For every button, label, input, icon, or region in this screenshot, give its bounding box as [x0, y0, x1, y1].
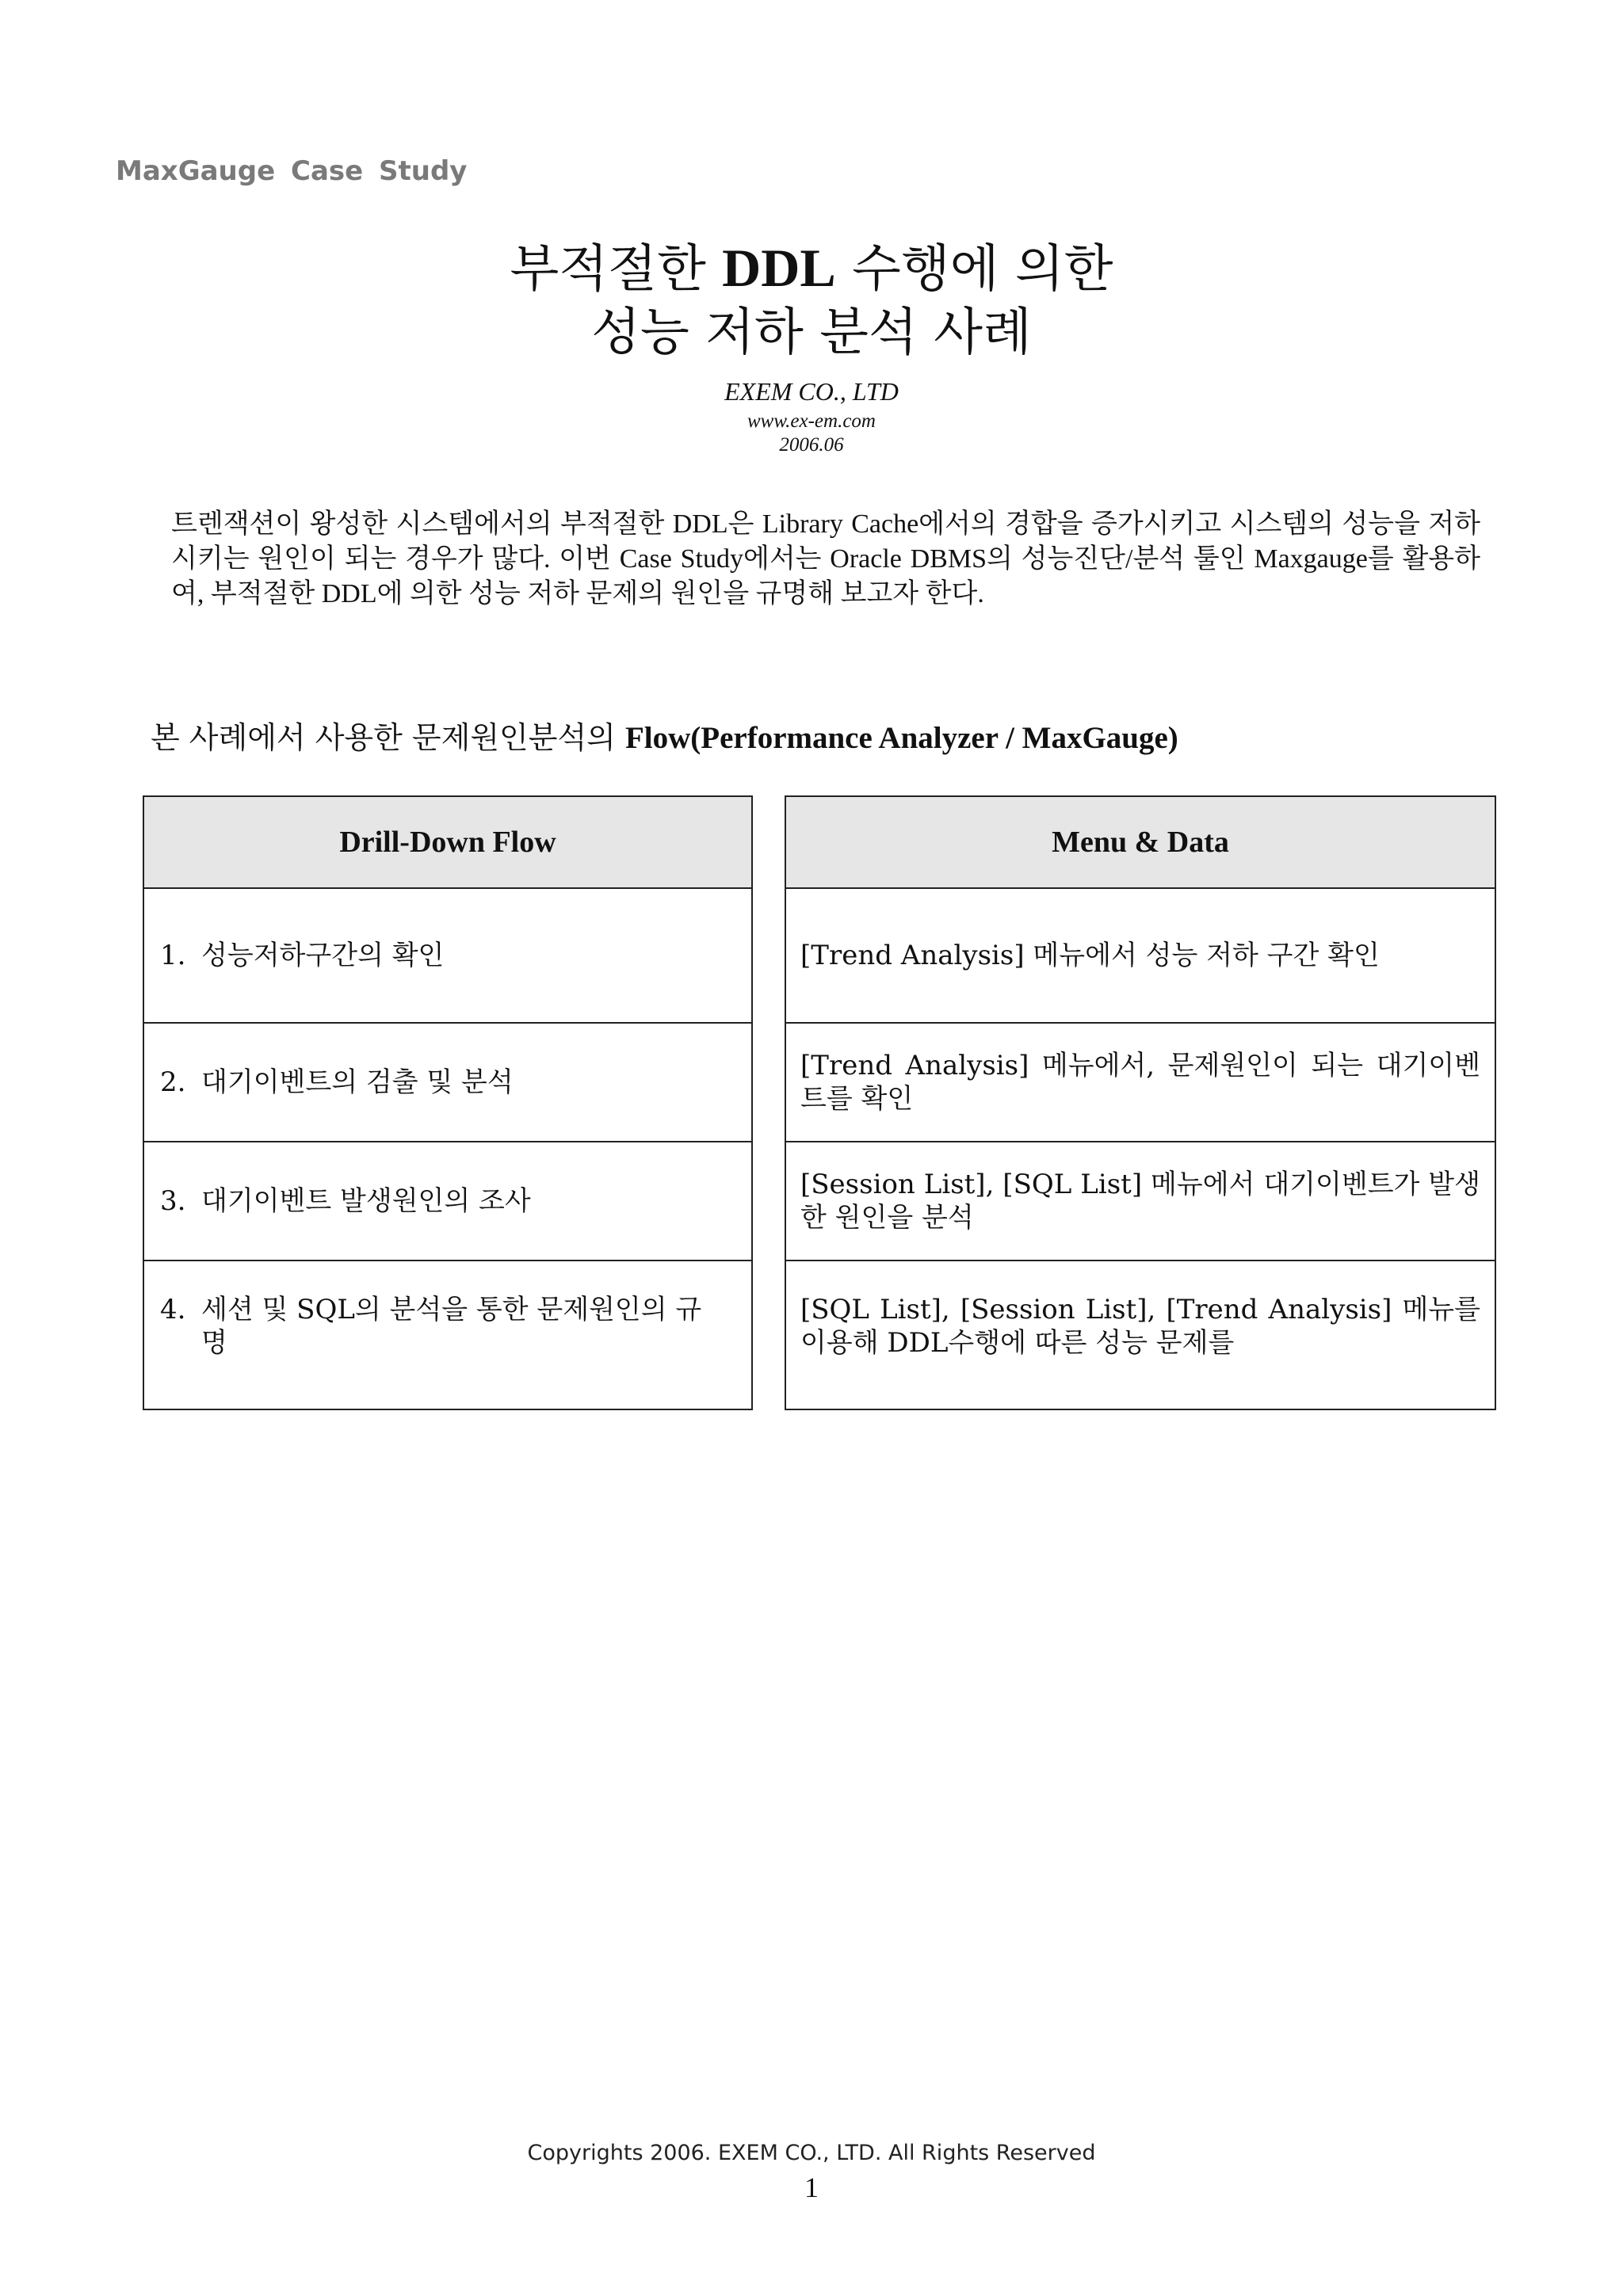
- header-brand: MaxGauge Case Study: [116, 155, 468, 187]
- table-row: [144, 889, 751, 1024]
- page-title-line1: [0, 238, 1623, 299]
- row-text: 세션 및 SQL의 분석을 통한 문제원인의 규명: [201, 1294, 702, 1359]
- table-row: [786, 1142, 1495, 1261]
- publish-date: 2006.06: [779, 434, 844, 456]
- drill-down-flow-header: Drill-Down Flow: [144, 797, 751, 889]
- row-number: 1.: [160, 940, 186, 971]
- row-text: 대기이벤트의 검출 및 분석: [201, 1066, 514, 1098]
- page-number: 1: [804, 2172, 819, 2203]
- row-number: 4.: [160, 1294, 186, 1325]
- row-text: 성능저하구간의 확인: [201, 940, 445, 971]
- table-row: [144, 1261, 751, 1409]
- row-text: [Trend Analysis] 메뉴에서 성능 저하 구간 확인: [800, 940, 1380, 971]
- section-heading-en: Flow(Performance Analyzer / MaxGauge): [624, 721, 1178, 755]
- row-text: 대기이벤트 발생원인의 조사: [201, 1185, 531, 1217]
- menu-data-table: [785, 795, 1496, 1410]
- title-line1-pre: 부적절한: [510, 240, 723, 299]
- company-url: www.ex-em.com: [747, 410, 876, 432]
- menu-data-header: Menu & Data: [786, 797, 1495, 889]
- row-text: [Session List], [SQL List] 메뉴에서 대기이벤트가 발생한 원인을 분석: [800, 1169, 1480, 1234]
- footer-copyright: Copyrights 2006. EXEM CO., LTD. All Rights Reserved: [527, 2141, 1096, 2165]
- row-text: [SQL List], [Session List], [Trend Analysis] 메뉴를 이용해 DDL수행에 따른 성능 문제를: [800, 1294, 1480, 1359]
- page-title-line2: 성능 저하 분석 사례: [591, 303, 1032, 362]
- row-number: 3.: [160, 1185, 186, 1217]
- table-row: [144, 1142, 751, 1261]
- table-row: [786, 1024, 1495, 1142]
- row-number: 2.: [160, 1066, 186, 1098]
- company-name: EXEM CO., LTD: [724, 377, 899, 406]
- row-text: [Trend Analysis] 메뉴에서, 문제원인이 되는 대기이벤트를 확인: [800, 1050, 1480, 1115]
- table-row: [786, 889, 1495, 1024]
- title-line1-post: 수행에 의한: [835, 240, 1113, 299]
- title-line1-bold: DDL: [722, 238, 836, 298]
- section-heading: [151, 713, 1178, 757]
- table-row: [144, 1024, 751, 1142]
- intro-paragraph: 트렌잭션이 왕성한 시스템에서의 부적절한 DDL은 Library Cache에서의 경합을 증가시키고 시스템의 성능을 저하시키는 원인이 되는 경우가 많다. 이번 Case Study에서는 Oracle DBMS의 성능진단/분석 툴인 Maxgauge를 활용하여, 부적절한 DDL에 의한 성능 저하 문제의 원인을 규명해 보고자 한다.: [171, 509, 1480, 608]
- drill-down-flow-table: [143, 795, 753, 1410]
- section-heading-ko: 본 사례에서 사용한 문제원인분석의: [151, 720, 625, 755]
- table-row: [786, 1261, 1495, 1409]
